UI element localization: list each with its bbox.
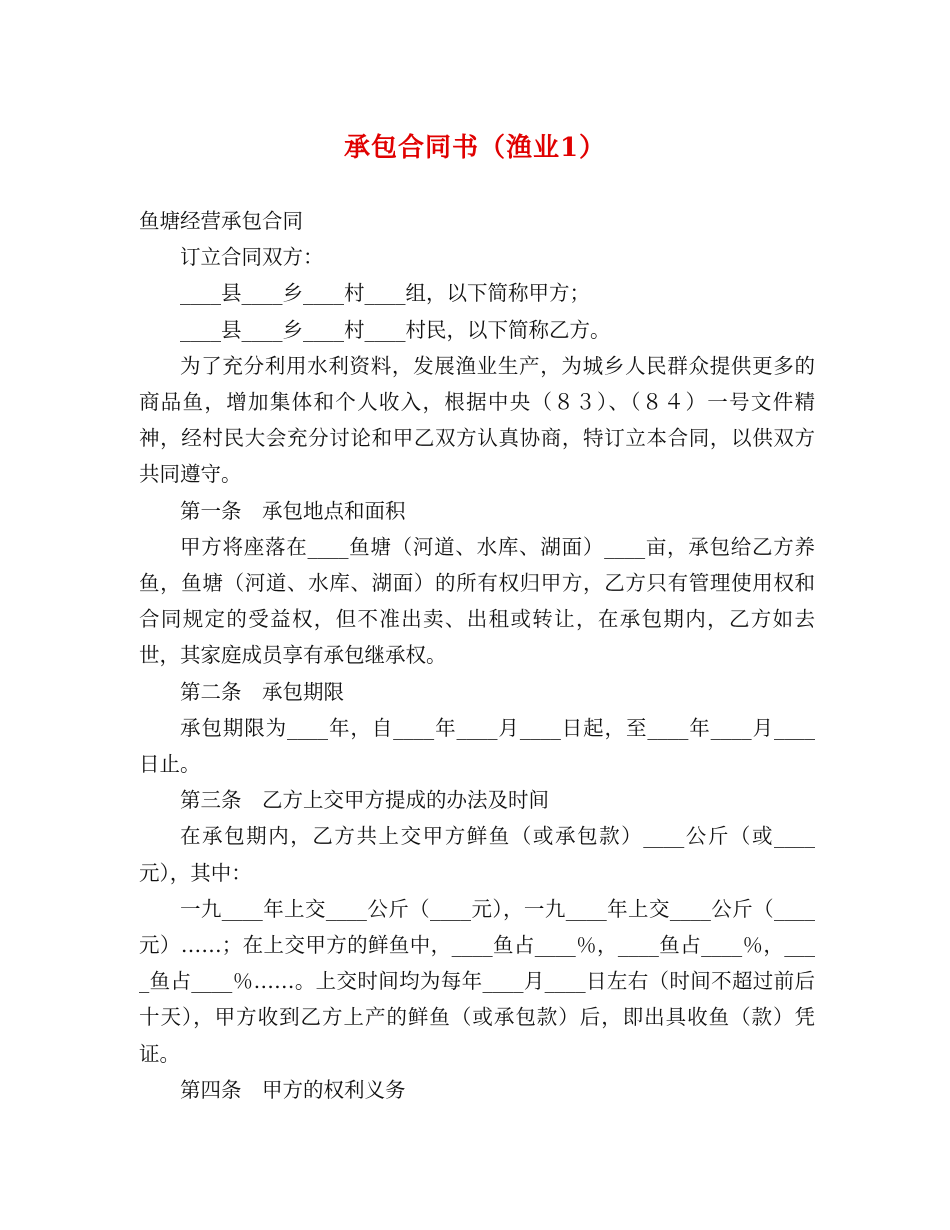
article-1-body: 甲方将座落在____鱼塘（河道、水库、湖面）____亩，承包给乙方养鱼，鱼塘（河道、水库、湖面）的所有权归甲方，乙方只有管理使用权和合同规定的受益权，但不准出卖、出租或转让，在承包期内，乙方如去世，其家庭成员享有承包继承权。 — [139, 534, 815, 668]
article-2-body: 承包期限为____年，自____年____月____日起，至____年____月____日止。 — [139, 715, 815, 777]
article-3-body-1: 在承包期内，乙方共上交甲方鲜鱼（或承包款）____公斤（或____元），其中： — [139, 824, 815, 885]
document-title: 承包合同书（渔业1） — [343, 133, 607, 163]
article-3-heading: 第三条 乙方上交甲方提成的办法及时间 — [180, 788, 549, 813]
contract-subtitle: 鱼塘经营承包合同 — [139, 209, 303, 233]
article-2-heading: 第二条 承包期限 — [180, 679, 344, 704]
preamble-paragraph: 为了充分利用水利资料，发展渔业生产，为城乡人民群众提供更多的商品鱼，增加集体和个人收入，根据中央（８３）、（８４）一号文件精神，经村民大会充分讨论和甲乙双方认真协商，特订立本合同，以供双方共同遵守。 — [139, 353, 815, 487]
article-3-body-2: 一九____年上交____公斤（____元），一九____年上交____公斤（____元）……；在上交甲方的鲜鱼中，____鱼占____％，____鱼占____％，____鱼占____％……。上交时间均为每年____月____日左右（时间不超过前后十天），甲方收到乙方上产的鲜鱼（或承包款）后，即出具收鱼（款）凭证。 — [139, 896, 815, 1066]
article-4-heading: 第四条 甲方的权利义务 — [180, 1077, 406, 1102]
party-b-line: ____县____乡____村____村民，以下简称乙方。 — [180, 317, 611, 342]
article-1-heading: 第一条 承包地点和面积 — [180, 498, 406, 523]
parties-heading: 订立合同双方： — [180, 245, 324, 270]
document-body — [139, 203, 815, 1108]
party-a-line: ____县____乡____村____组，以下简称甲方； — [180, 281, 590, 306]
